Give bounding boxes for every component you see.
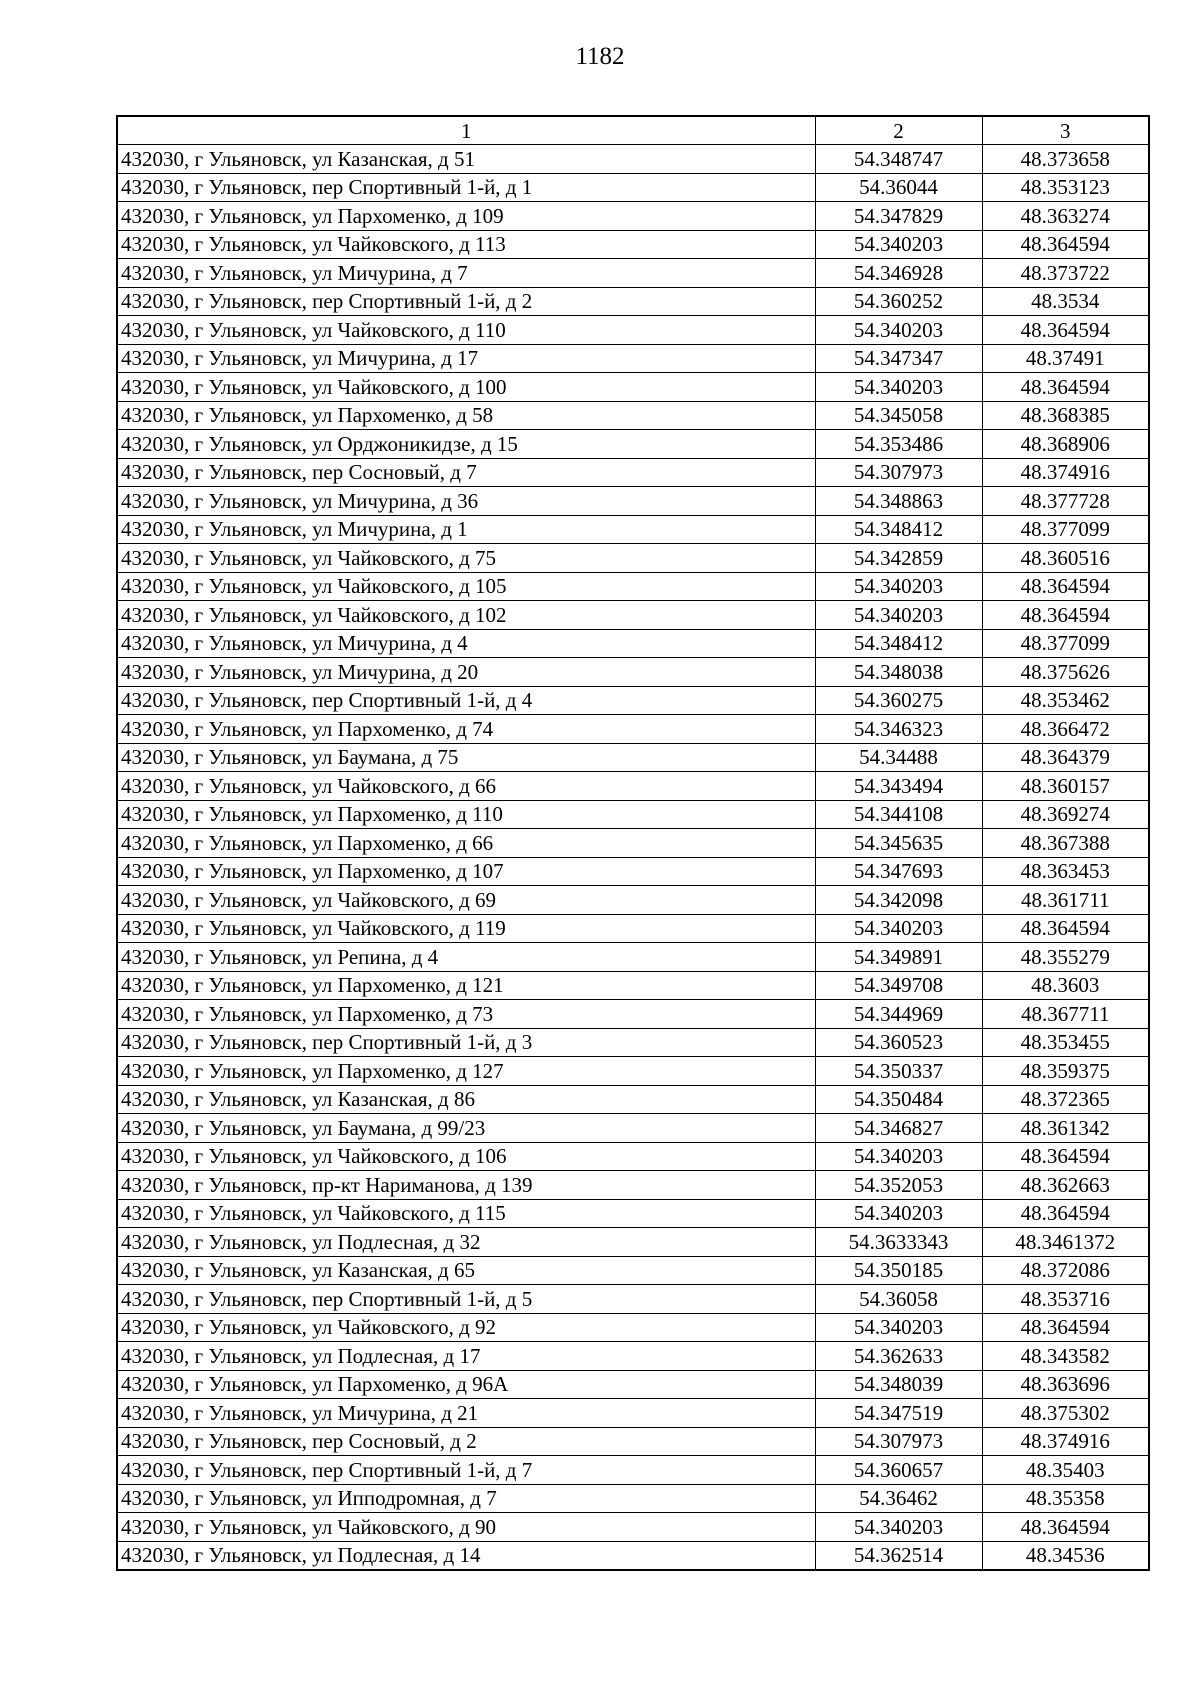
longitude-cell: 48.367711	[982, 1000, 1149, 1029]
latitude-cell: 54.343494	[815, 772, 982, 801]
address-cell: 432030, г Ульяновск, ул Казанская, д 65	[117, 1256, 815, 1285]
latitude-cell: 54.342098	[815, 886, 982, 915]
address-cell: 432030, г Ульяновск, ул Пархоменко, д 74	[117, 715, 815, 744]
latitude-cell: 54.348412	[815, 515, 982, 544]
longitude-cell: 48.364594	[982, 373, 1149, 402]
longitude-cell: 48.377099	[982, 629, 1149, 658]
table-row	[117, 1171, 1149, 1200]
latitude-cell: 54.345635	[815, 829, 982, 858]
address-cell: 432030, г Ульяновск, ул Пархоменко, д 127	[117, 1057, 815, 1086]
page-number: 1182	[575, 43, 625, 70]
address-cell: 432030, г Ульяновск, ул Чайковского, д 105	[117, 572, 815, 601]
longitude-cell: 48.368385	[982, 401, 1149, 430]
table-row	[117, 202, 1149, 231]
longitude-cell: 48.3461372	[982, 1228, 1149, 1257]
longitude-cell: 48.364594	[982, 1199, 1149, 1228]
longitude-cell: 48.374916	[982, 458, 1149, 487]
latitude-cell: 54.348038	[815, 658, 982, 687]
longitude-cell: 48.3534	[982, 287, 1149, 316]
longitude-cell: 48.363274	[982, 202, 1149, 231]
longitude-cell: 48.363453	[982, 857, 1149, 886]
address-cell: 432030, г Ульяновск, ул Пархоменко, д 121	[117, 971, 815, 1000]
table-row	[117, 1114, 1149, 1143]
latitude-cell: 54.307973	[815, 458, 982, 487]
longitude-cell: 48.353455	[982, 1028, 1149, 1057]
table-row	[117, 1370, 1149, 1399]
table-row	[117, 715, 1149, 744]
address-cell: 432030, г Ульяновск, ул Пархоменко, д 73	[117, 1000, 815, 1029]
table-row	[117, 173, 1149, 202]
longitude-cell: 48.364594	[982, 230, 1149, 259]
table-row	[117, 515, 1149, 544]
address-cell: 432030, г Ульяновск, ул Пархоменко, д 96А	[117, 1370, 815, 1399]
table-row	[117, 943, 1149, 972]
table-row	[117, 145, 1149, 174]
latitude-cell: 54.36044	[815, 173, 982, 202]
address-cell: 432030, г Ульяновск, ул Казанская, д 86	[117, 1085, 815, 1114]
latitude-cell: 54.349708	[815, 971, 982, 1000]
table-row	[117, 1427, 1149, 1456]
table-header-row	[117, 116, 1149, 145]
table-row	[117, 772, 1149, 801]
address-cell: 432030, г Ульяновск, пер Спортивный 1-й, д 2	[117, 287, 815, 316]
longitude-cell: 48.374916	[982, 1427, 1149, 1456]
latitude-cell: 54.347519	[815, 1399, 982, 1428]
latitude-cell: 54.340203	[815, 1513, 982, 1542]
table-row	[117, 1513, 1149, 1542]
table-row	[117, 430, 1149, 459]
address-cell: 432030, г Ульяновск, пер Спортивный 1-й, д 3	[117, 1028, 815, 1057]
latitude-cell: 54.347347	[815, 344, 982, 373]
latitude-cell: 54.340203	[815, 1199, 982, 1228]
longitude-cell: 48.3603	[982, 971, 1149, 1000]
table-row	[117, 629, 1149, 658]
address-cell: 432030, г Ульяновск, ул Пархоменко, д 66	[117, 829, 815, 858]
address-cell: 432030, г Ульяновск, ул Чайковского, д 106	[117, 1142, 815, 1171]
latitude-cell: 54.36462	[815, 1484, 982, 1513]
address-cell: 432030, г Ульяновск, пер Спортивный 1-й, д 7	[117, 1456, 815, 1485]
address-cell: 432030, г Ульяновск, ул Пархоменко, д 107	[117, 857, 815, 886]
column-header-longitude: 3	[982, 116, 1149, 145]
latitude-cell: 54.34488	[815, 743, 982, 772]
latitude-cell: 54.349891	[815, 943, 982, 972]
longitude-cell: 48.364594	[982, 316, 1149, 345]
address-cell: 432030, г Ульяновск, ул Мичурина, д 4	[117, 629, 815, 658]
longitude-cell: 48.369274	[982, 800, 1149, 829]
table-row	[117, 1085, 1149, 1114]
table-row	[117, 1057, 1149, 1086]
longitude-cell: 48.364594	[982, 572, 1149, 601]
longitude-cell: 48.353716	[982, 1285, 1149, 1314]
table-row	[117, 658, 1149, 687]
longitude-cell: 48.364594	[982, 601, 1149, 630]
latitude-cell: 54.360275	[815, 686, 982, 715]
table-row	[117, 601, 1149, 630]
table-row	[117, 743, 1149, 772]
longitude-cell: 48.35358	[982, 1484, 1149, 1513]
table-row	[117, 1456, 1149, 1485]
longitude-cell: 48.360516	[982, 544, 1149, 573]
longitude-cell: 48.368906	[982, 430, 1149, 459]
address-cell: 432030, г Ульяновск, ул Чайковского, д 113	[117, 230, 815, 259]
table-row	[117, 800, 1149, 829]
longitude-cell: 48.35403	[982, 1456, 1149, 1485]
address-cell: 432030, г Ульяновск, ул Чайковского, д 119	[117, 914, 815, 943]
table-row	[117, 1484, 1149, 1513]
address-cell: 432030, г Ульяновск, ул Чайковского, д 66	[117, 772, 815, 801]
address-coordinates-table	[116, 115, 1150, 1571]
longitude-cell: 48.373658	[982, 145, 1149, 174]
table-row	[117, 914, 1149, 943]
column-header-address: 1	[117, 116, 815, 145]
address-cell: 432030, г Ульяновск, ул Пархоменко, д 58	[117, 401, 815, 430]
latitude-cell: 54.340203	[815, 1313, 982, 1342]
longitude-cell: 48.364594	[982, 914, 1149, 943]
table-row	[117, 373, 1149, 402]
table-row	[117, 344, 1149, 373]
longitude-cell: 48.355279	[982, 943, 1149, 972]
longitude-cell: 48.364594	[982, 1513, 1149, 1542]
latitude-cell: 54.347693	[815, 857, 982, 886]
address-cell: 432030, г Ульяновск, ул Подлесная, д 14	[117, 1541, 815, 1570]
table-row	[117, 1313, 1149, 1342]
table-row	[117, 1000, 1149, 1029]
address-cell: 432030, г Ульяновск, ул Подлесная, д 32	[117, 1228, 815, 1257]
longitude-cell: 48.359375	[982, 1057, 1149, 1086]
table-row	[117, 259, 1149, 288]
address-cell: 432030, г Ульяновск, ул Ипподромная, д 7	[117, 1484, 815, 1513]
address-cell: 432030, г Ульяновск, ул Пархоменко, д 110	[117, 800, 815, 829]
address-cell: 432030, г Ульяновск, пер Спортивный 1-й, д 5	[117, 1285, 815, 1314]
longitude-cell: 48.364379	[982, 743, 1149, 772]
latitude-cell: 54.340203	[815, 601, 982, 630]
address-cell: 432030, г Ульяновск, ул Мичурина, д 36	[117, 487, 815, 516]
address-cell: 432030, г Ульяновск, ул Чайковского, д 92	[117, 1313, 815, 1342]
latitude-cell: 54.340203	[815, 914, 982, 943]
longitude-cell: 48.362663	[982, 1171, 1149, 1200]
latitude-cell: 54.345058	[815, 401, 982, 430]
longitude-cell: 48.363696	[982, 1370, 1149, 1399]
longitude-cell: 48.353123	[982, 173, 1149, 202]
latitude-cell: 54.3633343	[815, 1228, 982, 1257]
address-cell: 432030, г Ульяновск, ул Баумана, д 99/23	[117, 1114, 815, 1143]
latitude-cell: 54.346928	[815, 259, 982, 288]
latitude-cell: 54.346827	[815, 1114, 982, 1143]
table-row	[117, 544, 1149, 573]
longitude-cell: 48.372086	[982, 1256, 1149, 1285]
table-row	[117, 230, 1149, 259]
longitude-cell: 48.343582	[982, 1342, 1149, 1371]
table-row	[117, 1199, 1149, 1228]
longitude-cell: 48.364594	[982, 1142, 1149, 1171]
latitude-cell: 54.350484	[815, 1085, 982, 1114]
column-header-latitude: 2	[815, 116, 982, 145]
address-cell: 432030, г Ульяновск, ул Мичурина, д 21	[117, 1399, 815, 1428]
table-row	[117, 287, 1149, 316]
table-row	[117, 1028, 1149, 1057]
longitude-cell: 48.372365	[982, 1085, 1149, 1114]
longitude-cell: 48.361342	[982, 1114, 1149, 1143]
table-row	[117, 1285, 1149, 1314]
longitude-cell: 48.37491	[982, 344, 1149, 373]
address-cell: 432030, г Ульяновск, ул Подлесная, д 17	[117, 1342, 815, 1371]
latitude-cell: 54.340203	[815, 572, 982, 601]
latitude-cell: 54.348747	[815, 145, 982, 174]
latitude-cell: 54.350337	[815, 1057, 982, 1086]
table-row	[117, 572, 1149, 601]
latitude-cell: 54.340203	[815, 230, 982, 259]
latitude-cell: 54.307973	[815, 1427, 982, 1456]
address-cell: 432030, г Ульяновск, ул Чайковского, д 100	[117, 373, 815, 402]
longitude-cell: 48.373722	[982, 259, 1149, 288]
table-body	[117, 145, 1149, 1570]
longitude-cell: 48.364594	[982, 1313, 1149, 1342]
address-cell: 432030, г Ульяновск, ул Мичурина, д 1	[117, 515, 815, 544]
latitude-cell: 54.340203	[815, 1142, 982, 1171]
latitude-cell: 54.360252	[815, 287, 982, 316]
table-row	[117, 857, 1149, 886]
address-cell: 432030, г Ульяновск, ул Чайковского, д 69	[117, 886, 815, 915]
address-cell: 432030, г Ульяновск, ул Мичурина, д 20	[117, 658, 815, 687]
latitude-cell: 54.350185	[815, 1256, 982, 1285]
latitude-cell: 54.346323	[815, 715, 982, 744]
longitude-cell: 48.353462	[982, 686, 1149, 715]
address-cell: 432030, г Ульяновск, ул Мичурина, д 7	[117, 259, 815, 288]
table-row	[117, 1228, 1149, 1257]
table-row	[117, 458, 1149, 487]
latitude-cell: 54.362514	[815, 1541, 982, 1570]
longitude-cell: 48.377728	[982, 487, 1149, 516]
table-row	[117, 1399, 1149, 1428]
address-cell: 432030, г Ульяновск, ул Казанская, д 51	[117, 145, 815, 174]
latitude-cell: 54.348412	[815, 629, 982, 658]
latitude-cell: 54.360657	[815, 1456, 982, 1485]
latitude-cell: 54.342859	[815, 544, 982, 573]
latitude-cell: 54.348863	[815, 487, 982, 516]
longitude-cell: 48.360157	[982, 772, 1149, 801]
address-cell: 432030, г Ульяновск, пер Сосновый, д 7	[117, 458, 815, 487]
address-cell: 432030, г Ульяновск, ул Чайковского, д 115	[117, 1199, 815, 1228]
latitude-cell: 54.340203	[815, 316, 982, 345]
address-cell: 432030, г Ульяновск, ул Пархоменко, д 109	[117, 202, 815, 231]
table-row	[117, 971, 1149, 1000]
latitude-cell: 54.36058	[815, 1285, 982, 1314]
latitude-cell: 54.340203	[815, 373, 982, 402]
address-cell: 432030, г Ульяновск, ул Орджоникидзе, д 15	[117, 430, 815, 459]
latitude-cell: 54.348039	[815, 1370, 982, 1399]
longitude-cell: 48.366472	[982, 715, 1149, 744]
table-row	[117, 829, 1149, 858]
table-row	[117, 487, 1149, 516]
table-row	[117, 886, 1149, 915]
longitude-cell: 48.34536	[982, 1541, 1149, 1570]
longitude-cell: 48.361711	[982, 886, 1149, 915]
latitude-cell: 54.344969	[815, 1000, 982, 1029]
longitude-cell: 48.367388	[982, 829, 1149, 858]
latitude-cell: 54.344108	[815, 800, 982, 829]
address-cell: 432030, г Ульяновск, ул Чайковского, д 102	[117, 601, 815, 630]
latitude-cell: 54.347829	[815, 202, 982, 231]
table-row	[117, 1256, 1149, 1285]
address-cell: 432030, г Ульяновск, пер Сосновый, д 2	[117, 1427, 815, 1456]
table-row	[117, 1541, 1149, 1570]
address-cell: 432030, г Ульяновск, пер Спортивный 1-й, д 4	[117, 686, 815, 715]
address-cell: 432030, г Ульяновск, пер Спортивный 1-й, д 1	[117, 173, 815, 202]
longitude-cell: 48.375302	[982, 1399, 1149, 1428]
longitude-cell: 48.377099	[982, 515, 1149, 544]
longitude-cell: 48.375626	[982, 658, 1149, 687]
address-cell: 432030, г Ульяновск, ул Репина, д 4	[117, 943, 815, 972]
address-cell: 432030, г Ульяновск, ул Чайковского, д 90	[117, 1513, 815, 1542]
latitude-cell: 54.353486	[815, 430, 982, 459]
address-cell: 432030, г Ульяновск, ул Чайковского, д 110	[117, 316, 815, 345]
latitude-cell: 54.362633	[815, 1342, 982, 1371]
table-row	[117, 1342, 1149, 1371]
latitude-cell: 54.360523	[815, 1028, 982, 1057]
address-cell: 432030, г Ульяновск, ул Баумана, д 75	[117, 743, 815, 772]
table-row	[117, 686, 1149, 715]
address-cell: 432030, г Ульяновск, ул Чайковского, д 75	[117, 544, 815, 573]
table-row	[117, 1142, 1149, 1171]
address-cell: 432030, г Ульяновск, пр-кт Нариманова, д 139	[117, 1171, 815, 1200]
table-row	[117, 401, 1149, 430]
table-row	[117, 316, 1149, 345]
address-cell: 432030, г Ульяновск, ул Мичурина, д 17	[117, 344, 815, 373]
latitude-cell: 54.352053	[815, 1171, 982, 1200]
